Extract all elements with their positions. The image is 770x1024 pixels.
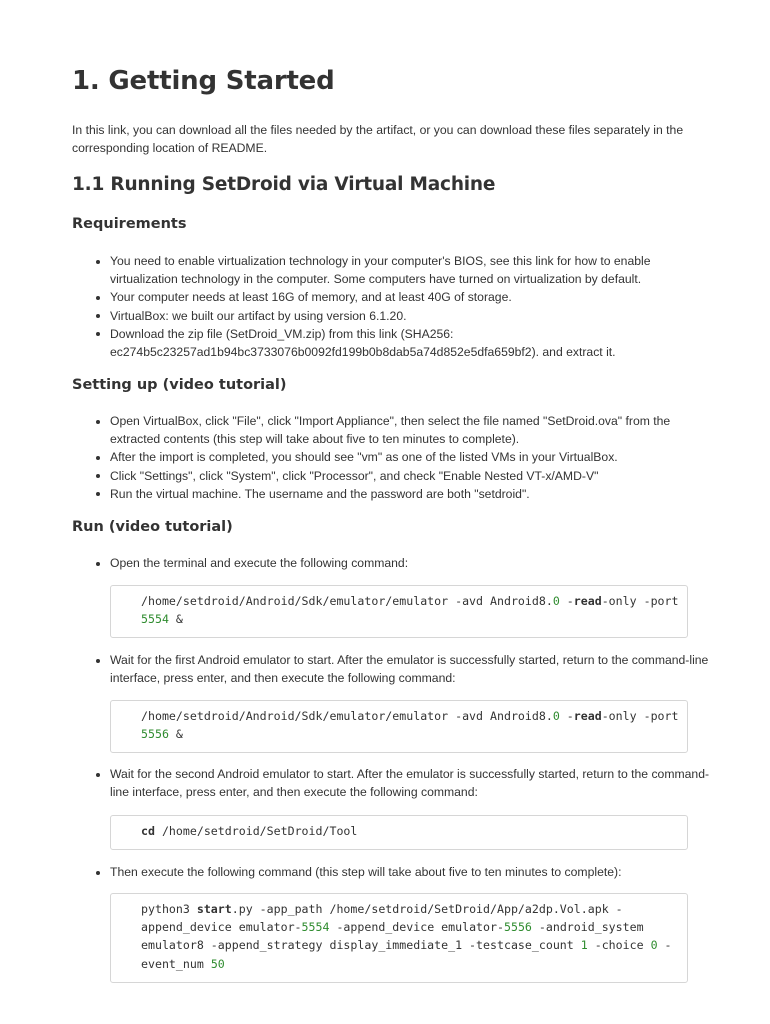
code-text: -choice: [587, 938, 651, 953]
intro-text-rest: , you can download all the files needed by the artifact, or you can download these files separately in the corresponding location of README.: [72, 123, 684, 155]
code-text: &: [168, 612, 183, 627]
item-text: (SHA256: ec274b5c23257ad1b94bc3733076b0092fd199b0b8dab5a74d852e5dfa659bf2). and extract it.: [110, 326, 616, 360]
code-text: /home/setdroid/Android/Sdk/emulator/emulator -avd Android8.: [141, 594, 553, 608]
code-text: append_device emulator-: [141, 920, 302, 935]
list-item: [110, 325, 720, 361]
code-number: 0: [552, 709, 560, 723]
code-text: -: [559, 594, 574, 608]
code-text: -append_device emulator-: [329, 920, 504, 935]
code-text: emulator8 -append_strategy display_immediate_1 -testcase_count: [141, 938, 581, 953]
bios-link[interactable]: this link: [512, 254, 554, 268]
section-title: 1.1 Running SetDroid via Virtual Machine: [72, 174, 496, 195]
run-step-1: [72, 554, 720, 572]
code-text: -android_system: [531, 920, 644, 935]
setup-heading: Setting up (video tutorial): [72, 377, 287, 393]
code-text: event_num: [141, 956, 211, 971]
code-text: /home/setdroid/SetDroid/Tool: [154, 824, 358, 838]
intro-text: In: [72, 123, 86, 137]
code-block-1[interactable]: [110, 585, 688, 638]
code-number: 0: [650, 938, 658, 953]
code-text: -: [559, 709, 574, 723]
item-text: for how to enable virtualization technology in the computer. Some computers have turned on virtualization by default.: [110, 254, 651, 287]
list-item: [110, 252, 720, 288]
item-text: You need to enable virtualization technology in your computer's BIOS, see: [110, 254, 513, 268]
code-number: 50: [210, 956, 225, 971]
list-item: Open VirtualBox, click "File", click "Import Appliance", then select the file named "SetDroid.ova" from the extracted contents (this step will take about five to ten minutes to complete).: [110, 412, 720, 448]
code-text: python3: [141, 902, 197, 916]
requirements-heading: Requirements: [72, 216, 187, 232]
code-number: 1: [580, 938, 588, 953]
code-block-4[interactable]: [110, 893, 688, 983]
code-keyword: read: [573, 594, 602, 608]
code-text: .py -app_path /home/setdroid/SetDroid/App/a2dp.Vol.apk -: [231, 902, 623, 916]
item-text: VirtualBox: we built our artifact by using version 6.1.20.: [110, 308, 407, 323]
download-link[interactable]: this link: [356, 326, 398, 341]
setup-list: [72, 412, 720, 503]
list-item: [110, 307, 720, 325]
code-number: 5554: [141, 612, 169, 627]
code-keyword: start: [196, 902, 232, 916]
code-text: &: [168, 727, 183, 742]
run-step-3: [72, 765, 720, 801]
list-item: Run the virtual machine. The username and the password are both "setdroid".: [110, 485, 720, 503]
code-number: 5556: [141, 727, 169, 742]
code-text: /home/setdroid/Android/Sdk/emulator/emulator -avd Android8.: [141, 709, 553, 723]
code-keyword: cd: [141, 824, 155, 838]
code-number: 5556: [503, 920, 532, 935]
run-step-4: [72, 863, 720, 881]
code-text: -only -port: [601, 594, 679, 608]
code-keyword: read: [573, 709, 602, 723]
code-number: 0: [552, 594, 560, 608]
list-item: [110, 288, 720, 306]
list-item: Click "Settings", click "System", click "Processor", and check "Enable Nested VT-x/AMD-V": [110, 467, 720, 485]
item-text: Your computer needs at least 16G of memory, and at least 40G of storage.: [110, 290, 512, 305]
run-step-2: [72, 651, 720, 687]
list-item: After the import is completed, you should see "vm" as one of the listed VMs in your VirtualBox.: [110, 448, 720, 466]
list-item: Then execute the following command (this step will take about five to ten minutes to complete):: [110, 863, 720, 881]
run-heading: Run (video tutorial): [72, 519, 233, 535]
intro-link[interactable]: this link: [85, 123, 127, 137]
requirements-list: [72, 252, 720, 361]
list-item: Open the terminal and execute the following command:: [110, 554, 720, 572]
code-block-2[interactable]: [110, 700, 688, 753]
intro-paragraph: [72, 121, 720, 157]
item-text: Download the zip file (SetDroid_VM.zip) from: [110, 326, 357, 341]
list-item: Wait for the first Android emulator to start. After the emulator is successfully started, return to the command-line interface, press enter, and then execute the following command:: [110, 651, 720, 687]
code-number: 5554: [301, 920, 330, 935]
code-text: -: [657, 938, 672, 953]
code-block-3[interactable]: [110, 815, 688, 850]
code-text: -only -port: [601, 709, 679, 723]
page-title: 1. Getting Started: [72, 66, 335, 96]
list-item: Wait for the second Android emulator to start. After the emulator is successfully started, return to the command-line interface, press enter, and then execute the following command:: [110, 765, 720, 801]
